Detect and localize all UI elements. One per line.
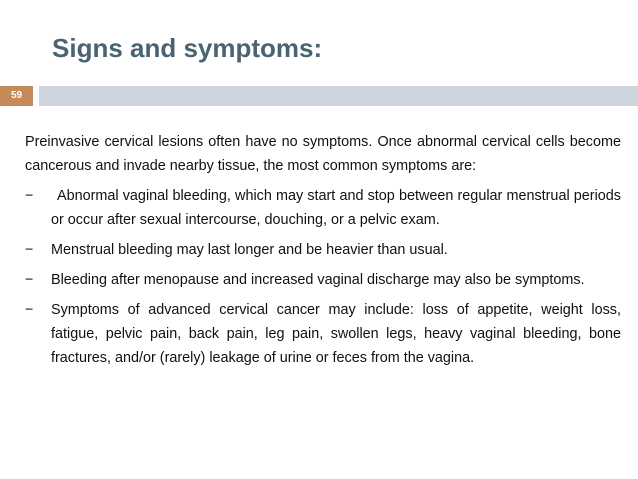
bullet-text: Abnormal vaginal bleeding, which may start and stop between regular menstrual periods or occur after sexual intercourse, douching, or a pelvic exam. — [51, 188, 621, 228]
bullet-item — [25, 268, 621, 292]
slide-title: Signs and symptoms: — [52, 33, 323, 63]
slide-content — [25, 130, 621, 370]
bullet-marker: − — [25, 242, 34, 258]
bullet-marker: − — [25, 302, 34, 318]
bullet-item — [25, 298, 621, 370]
bullet-item — [25, 238, 621, 262]
bullet-marker: − — [25, 272, 34, 288]
bullet-text: Bleeding after menopause and increased vaginal discharge may also be symptoms. — [51, 272, 585, 288]
bullet-marker: − — [25, 188, 34, 204]
bullet-item — [25, 184, 621, 232]
page-number-badge: 59 — [0, 86, 33, 106]
bullet-text: Symptoms of advanced cervical cancer may include: loss of appetite, weight loss, fatigue, pelvic pain, back pain, leg pain, swollen legs, heavy vaginal bleeding, bone fractures, and/or (rarely) leakage of urine or feces from the vagina. — [51, 302, 621, 366]
header-rule — [39, 86, 638, 106]
intro-paragraph: Preinvasive cervical lesions often have no symptoms. Once abnormal cervical cells become cancerous and invade nearby tissue, the most common symptoms are: — [25, 134, 621, 174]
bullet-text: Menstrual bleeding may last longer and be heavier than usual. — [51, 242, 448, 258]
